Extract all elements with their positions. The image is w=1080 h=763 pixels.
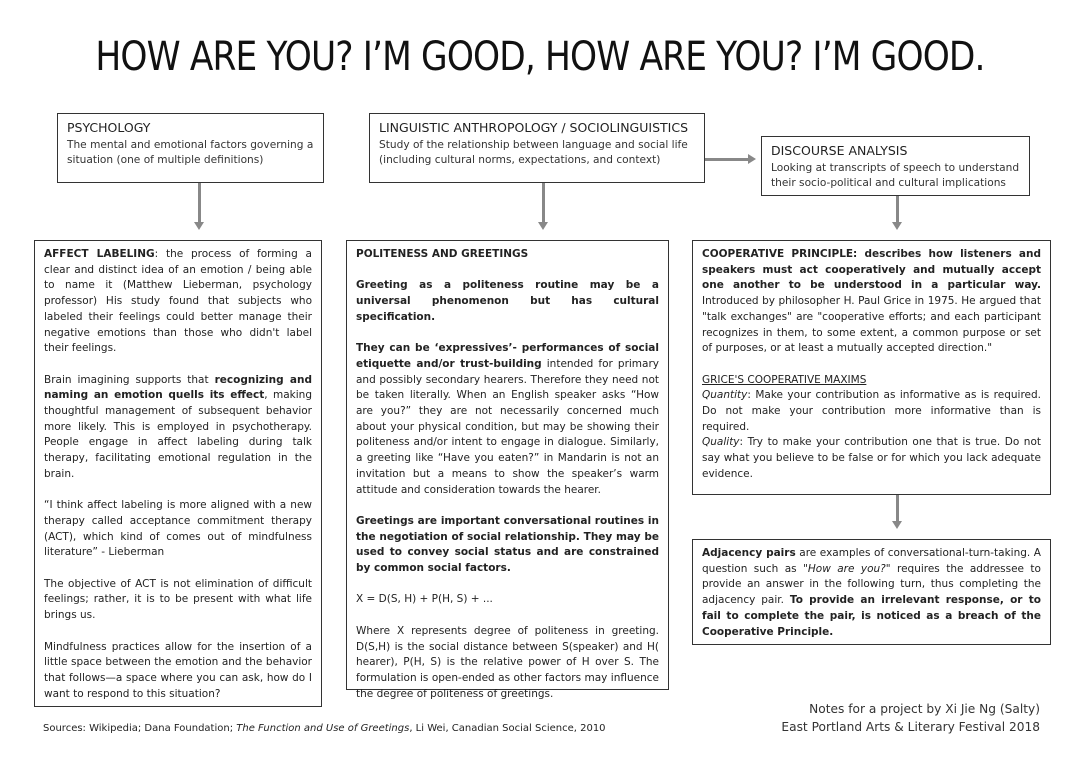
cooperative-paragraph: COOPERATIVE PRINCIPLE: describes how listeners and speakers must act cooperatively and mutually accept one another to be understood in a particular way. Introduced by philosopher H. Paul Grice in 1975. He argued that "talk exchanges" are "cooperative efforts; and each participant recognizes in them, to some extent, a common purpose or set of purposes, or at least a mutually accepted direction." <box>702 248 1041 355</box>
notes-line-2: East Portland Arts & Literary Festival 2018 <box>781 720 1040 734</box>
affect-labeling-box <box>34 240 322 707</box>
linguistic-header-box <box>369 113 705 183</box>
linguistic-description: Study of the relationship between language and social life (including cultural norms, expectations, and context) <box>379 139 688 166</box>
adjacency-paragraph: Adjacency pairs are examples of conversational-turn-taking. A question such as "How are you?" requires the addressee to provide an answer in the following turn, thus completing the adjacency pair. To provide an irrelevant response, or to fail to complete the pair, is noticed as a breach of the Cooperative Principle. <box>702 547 1041 638</box>
affect-paragraph-1: AFFECT LABELING: the process of forming a clear and distinct idea of an emotion / being able to name it (Matthew Lieberman, psychology professor) His study found that subjects who labeled their feelings could better manage their negative emotions than those who didn't label their feelings. <box>44 248 312 355</box>
politeness-box <box>346 240 669 700</box>
politeness-formula: X = D(S, H) + P(H, S) + ... <box>356 593 493 606</box>
discourse-header-box <box>761 136 1030 196</box>
sources-line: Sources: Wikipedia; Dana Foundation; The Function and Use of Greetings, Li Wei, Canadian Social Science, 2010 <box>43 723 606 734</box>
discourse-heading: DISCOURSE ANALYSIS <box>771 143 908 158</box>
politeness-paragraph-1: Greeting as a politeness routine may be a universal phenomenon but has cultural specification. <box>356 279 659 323</box>
cooperative-principle-box <box>692 240 1051 495</box>
affect-paragraph-2: Brain imagining supports that recognizing and naming an emotion quells its effect, making thoughtful management of subsequent behavior more likely. This is employed in psychotherapy. People engage in affect labeling during talk therapy, facilitating emotional regulation in the brain. <box>44 373 313 480</box>
arrow-discourse-down <box>896 196 899 223</box>
notes-line-1: Notes for a project by Xi Jie Ng (Salty) <box>809 702 1040 716</box>
psychology-heading: PSYCHOLOGY <box>67 120 151 135</box>
politeness-heading: POLITENESS AND GREETINGS <box>356 248 529 260</box>
arrow-linguistic-down <box>542 183 545 223</box>
arrow-psychology-down <box>198 183 201 223</box>
act-objective: The objective of ACT is not elimination of difficult feelings; rather, it is to be present with what life brings us. <box>44 577 312 622</box>
project-notes <box>781 700 1040 736</box>
adjacency-pairs-box <box>692 539 1051 645</box>
mindfulness-paragraph: Mindfulness practices allow for the insertion of a little space between the emotion and the behavior that follows—a space where you can ask, how do I want to respond to this situation? <box>44 640 312 700</box>
maxim-quantity: Quantity: Make your contribution as informative as is required. Do not make your contribution more informative than is required. <box>702 389 1041 433</box>
page-title: HOW ARE YOU? I’M GOOD, HOW ARE YOU? I’M GOOD. <box>95 34 985 80</box>
psychology-header-box <box>57 113 324 183</box>
discourse-description: Looking at transcripts of speech to understand their socio-political and cultural implications <box>771 162 1020 189</box>
maxim-quality: Quality: Try to make your contribution one that is true. Do not say what you believe to be false or for which you lack adequate evidence. <box>702 436 1041 480</box>
maxims-heading: GRICE'S COOPERATIVE MAXIMS <box>702 373 867 386</box>
lieberman-quote: “I think affect labeling is more aligned with a new therapy called acceptance commitment therapy (ACT), which kind of comes out of mindfulness literature” - Lieberman <box>44 499 312 559</box>
arrow-cooperative-down <box>896 494 899 522</box>
psychology-description: The mental and emotional factors governing a situation (one of multiple definitions) <box>67 139 314 166</box>
politeness-paragraph-3: Greetings are important conversational routines in the negotiation of social relationship. They may be used to convey social status and are constrained by common social factors. <box>356 514 659 575</box>
politeness-paragraph-5: Where X represents degree of politeness in greeting. D(S,H) is the social distance between S(speaker) and H( hearer), P(H, S) is the relative power of H over S. The formulation is open-ended as other factors may influence the degree of politeness of greetings. <box>356 624 659 700</box>
arrow-to-discourse <box>705 158 749 161</box>
politeness-paragraph-2: They can be ‘expressives’- performances of social etiquette and/or trust-building intended for primary and possibly secondary hearers. Therefore they need not be taken literally. When an English speaker asks “How are you?” they are not necessarily concerned much about your physical condition, but may be showing their politeness and/or intent to engage in dialogue. Similarly, a greeting like “Have you eaten?” in Mandarin is not an invitation but a means to show the speaker’s warm attitude and consideration towards the hearer. <box>356 342 659 496</box>
linguistic-heading: LINGUISTIC ANTHROPOLOGY / SOCIOLINGUISTICS <box>379 120 689 135</box>
